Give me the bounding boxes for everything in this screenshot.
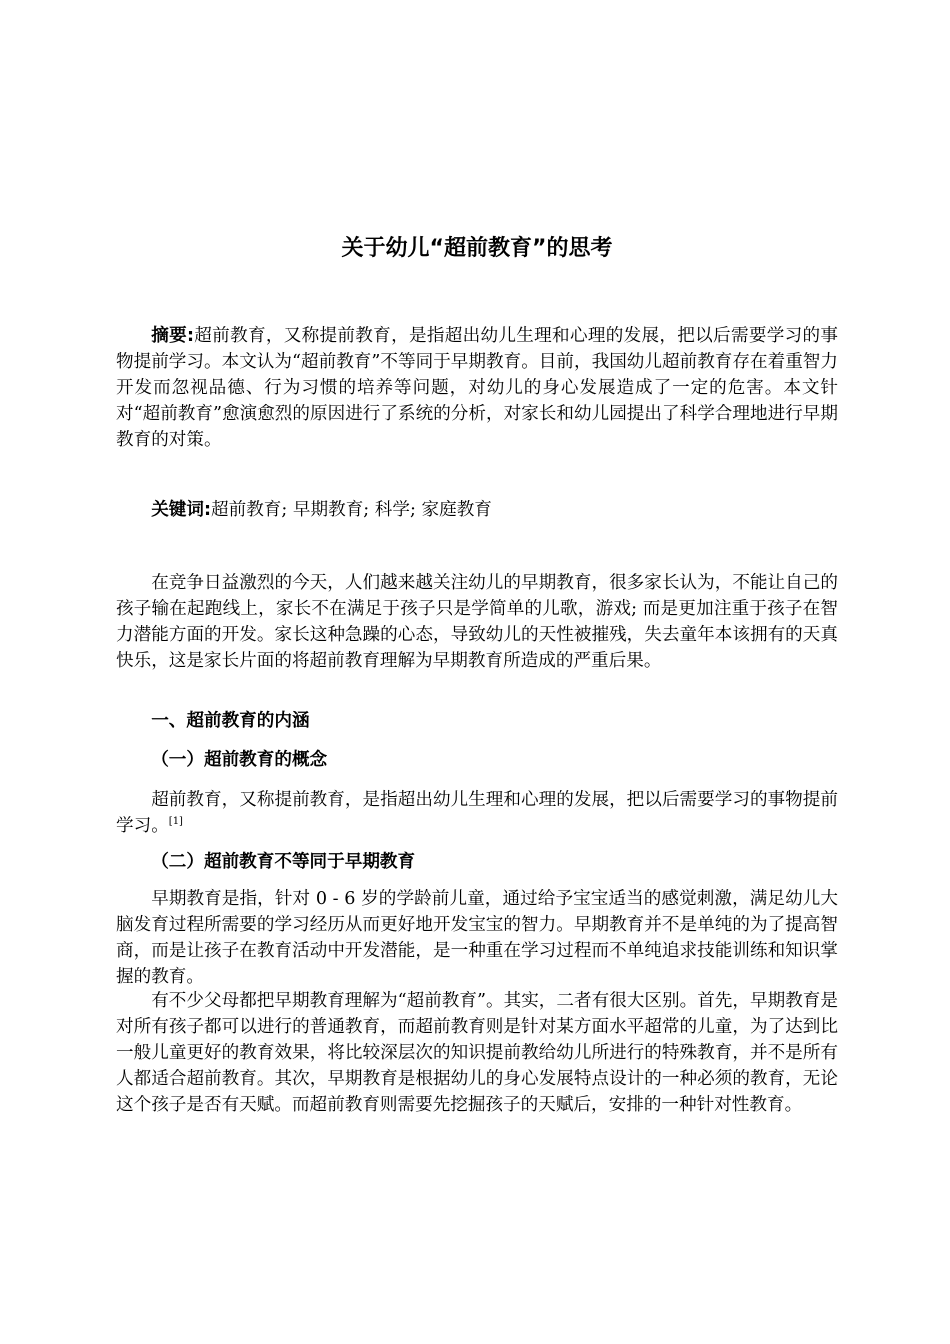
abstract-paragraph — [116, 323, 838, 453]
subsection-1-1-text: 超前教育，又称提前教育，是指超出幼儿生理和心理的发展，把以后需要学习的事物提前学习。 — [116, 790, 838, 836]
keywords-paragraph — [116, 497, 838, 523]
intro-paragraph: 在竞争日益激烈的今天，人们越来越关注幼儿的早期教育，很多家长认为，不能让自己的孩子输在起跑线上，家长不在满足于孩子只是学简单的儿歌，游戏; 而是更加注重于孩子在智力潜能方面的开发。家长这种急躁的心态，导致幼儿的天性被摧残，失去童年本该拥有的天真快乐，这是家长片面的将超前教育理解为早期教育所造成的严重后果。 — [116, 573, 838, 671]
subsection-1-2-paragraph-2: 有不少父母都把早期教育理解为“超前教育”。其实，二者有很大区别。首先，早期教育是对所有孩子都可以进行的普通教育，而超前教育则是针对某方面水平超常的儿童，为了达到比一般儿童更好的教育效果，将比较深层次的知识提前教给幼儿所进行的特殊教育，并不是所有人都适合超前教育。其次，早期教育是根据幼儿的身心发展特点设计的一种必须的教育，无论这个孩子是否有天赋。而超前教育则需要先挖掘孩子的天赋后，安排的一种针对性教育。 — [116, 991, 838, 1115]
keywords-label: 关键词: — [151, 500, 212, 520]
subsection-heading-1-2: （二）超前教育不等同于早期教育 — [151, 851, 416, 872]
subsection-1-2-paragraph-1: 早期教育是指，针对 0 - 6 岁的学龄前儿童，通过给予宝宝适当的感觉刺激，满足幼儿大脑发育过程所需要的学习经历从而更好地开发宝宝的智力。早期教育并不是单纯的为了提高智商，而是让孩子在教育活动中开发潜能，是一种重在学习过程而不单纯追求技能训练和知识掌握的教育。 — [116, 889, 838, 987]
keywords-text: 超前教育; 早期教育; 科学; 家庭教育 — [211, 500, 492, 520]
subsection-heading-1-1: （一）超前教育的概念 — [151, 749, 328, 770]
abstract-label: 摘要: — [151, 326, 194, 346]
reference-marker: [1] — [168, 816, 183, 828]
document-title: 关于幼儿“超前教育”的思考 — [341, 236, 613, 261]
section-heading-1: 一、超前教育的内涵 — [151, 711, 310, 731]
abstract-text: 超前教育，又称提前教育，是指超出幼儿生理和心理的发展，把以后需要学习的事物提前学习。本文认为“超前教育”不等同于早期教育。目前，我国幼儿超前教育存在着重智力开发而忽视品德、行为习惯的培养等问题，对幼儿的身心发展造成了一定的危害。本文针对“超前教育”愈演愈烈的原因进行了系统的分析，对家长和幼儿园提出了科学合理地进行早期教育的对策。 — [116, 326, 838, 450]
subsection-1-1-paragraph — [116, 787, 838, 839]
